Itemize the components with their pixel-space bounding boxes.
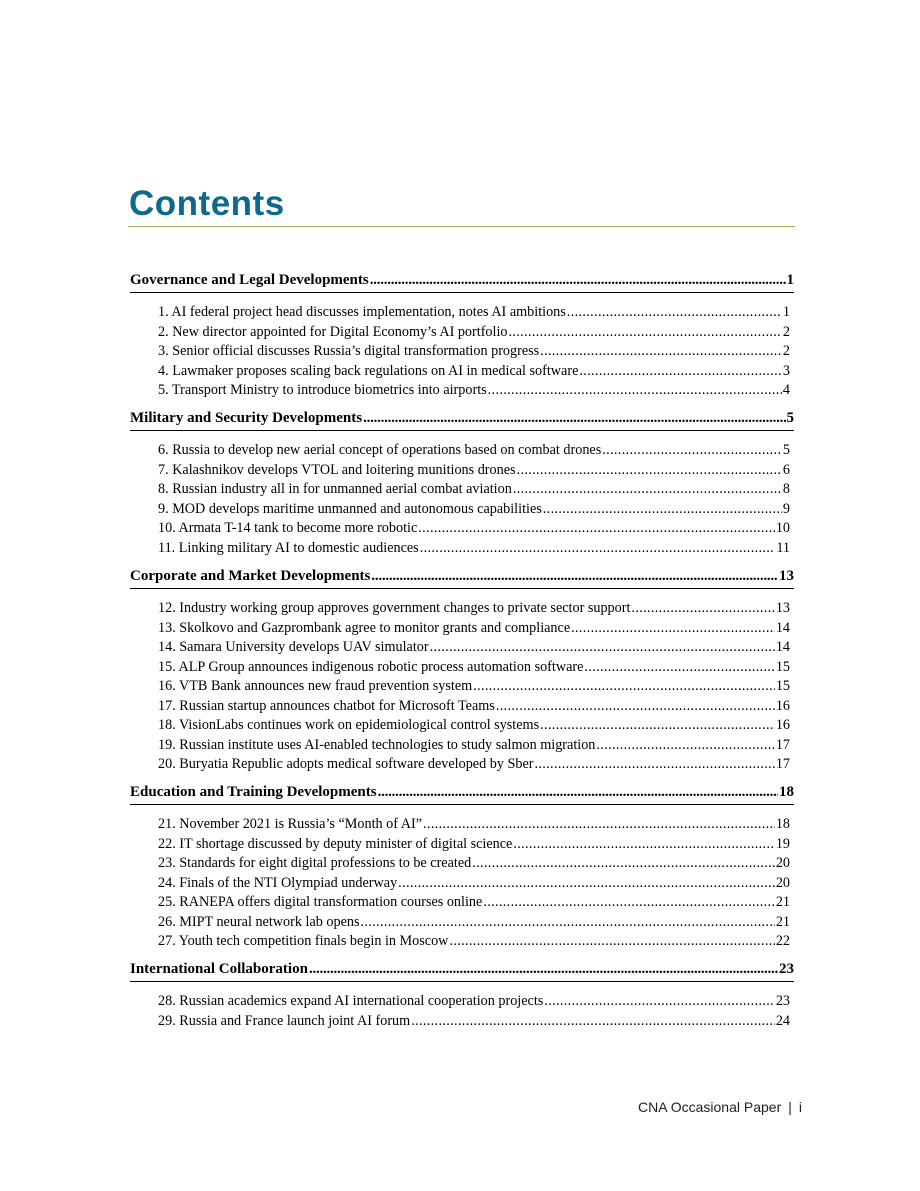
toc-item-page: 14 — [775, 619, 790, 636]
toc-leader-dots — [517, 462, 782, 479]
toc-item-entry[interactable] — [158, 501, 790, 518]
toc-item-title: 7. Kalashnikov develops VTOL and loitering munitions drones — [158, 461, 516, 478]
toc-leader-dots — [363, 410, 785, 427]
toc-leader-dots — [513, 836, 774, 853]
toc-item-page: 2 — [782, 323, 790, 340]
toc-item-title: 3. Senior official discusses Russia’s digital transformation progress — [158, 343, 540, 359]
toc-leader-dots — [309, 961, 778, 978]
toc-section-entry[interactable] — [130, 568, 794, 585]
section-divider — [130, 430, 794, 431]
title-divider — [128, 226, 795, 227]
section-divider — [130, 981, 794, 982]
toc-item-title: 18. VisionLabs continues work on epidemiological control systems — [158, 717, 540, 733]
toc-leader-dots — [411, 1013, 775, 1030]
toc-item-entry[interactable] — [158, 1013, 790, 1030]
section-divider — [130, 588, 794, 589]
toc-item-page: 21 — [775, 894, 790, 910]
toc-item-title: 1. AI federal project head discusses implementation, notes AI ambitions — [158, 304, 566, 320]
toc-item-title: 13. Skolkovo and Gazprombank agree to monitor grants and compliance — [158, 619, 571, 636]
toc-leader-dots — [534, 756, 774, 773]
toc-item-title: 9. MOD develops maritime unmanned and autonomous capabilities — [158, 500, 542, 517]
toc-leader-dots — [423, 816, 775, 833]
toc-leader-dots — [508, 324, 781, 341]
toc-item-title: 24. Finals of the NTI Olympiad underway — [158, 874, 398, 891]
toc-section-page: 1 — [786, 272, 794, 288]
toc-item-entry[interactable] — [158, 894, 790, 911]
toc-leader-dots — [418, 520, 775, 537]
toc-section-page: 18 — [779, 784, 794, 800]
toc-item-entry[interactable] — [158, 717, 790, 734]
toc-item-page: 6 — [782, 461, 790, 478]
toc-item-entry[interactable] — [158, 698, 790, 715]
toc-leader-dots — [544, 993, 775, 1010]
toc-item-entry[interactable] — [158, 659, 790, 676]
toc-item-entry[interactable] — [158, 933, 790, 950]
toc-item-title: 15. ALP Group announces indigenous robotic process automation software — [158, 658, 584, 675]
toc-leader-dots — [579, 363, 782, 380]
toc-item-page: 9 — [782, 500, 790, 517]
toc-item-title: 14. Samara University develops UAV simulator — [158, 639, 429, 655]
toc-item-entry[interactable] — [158, 462, 790, 479]
toc-section-page: 13 — [779, 568, 794, 584]
toc-item-page: 17 — [775, 756, 790, 772]
toc-leader-dots — [513, 481, 782, 498]
toc-item-page: 22 — [775, 933, 790, 949]
toc-item-title: 2. New director appointed for Digital Economy’s AI portfolio — [158, 323, 508, 340]
toc-item-entry[interactable] — [158, 343, 790, 360]
toc-item-page: 10 — [775, 520, 790, 536]
toc-section-entry[interactable] — [130, 961, 794, 978]
toc-item-entry[interactable] — [158, 304, 790, 321]
toc-leader-dots — [567, 304, 782, 321]
toc-leader-dots — [371, 568, 778, 585]
toc-item-entry[interactable] — [158, 382, 790, 399]
toc-section-title: Military and Security Developments — [130, 410, 363, 426]
toc-leader-dots — [370, 272, 786, 289]
toc-item-title: 22. IT shortage discussed by deputy minister of digital science — [158, 835, 513, 852]
toc-item-page: 13 — [775, 600, 790, 616]
toc-leader-dots — [360, 914, 774, 931]
toc-item-entry[interactable] — [158, 756, 790, 773]
toc-item-entry[interactable] — [158, 363, 790, 380]
toc-leader-dots — [543, 501, 782, 518]
toc-item-page: 5 — [782, 442, 790, 458]
toc-section-title: Corporate and Market Developments — [130, 568, 371, 584]
toc-section-page: 23 — [779, 961, 794, 977]
toc-item-title: 4. Lawmaker proposes scaling back regulations on AI in medical software — [158, 362, 579, 379]
toc-item-title: 28. Russian academics expand AI international cooperation projects — [158, 993, 544, 1009]
toc-item-entry[interactable] — [158, 816, 790, 833]
toc-item-page: 20 — [775, 855, 790, 871]
toc-section-entry[interactable] — [130, 410, 794, 427]
toc-item-page: 15 — [775, 678, 790, 694]
toc-item-entry[interactable] — [158, 481, 790, 498]
toc-leader-dots — [571, 620, 775, 637]
toc-item-entry[interactable] — [158, 520, 790, 537]
footer-separator: | — [788, 1099, 792, 1115]
toc-item-title: 8. Russian industry all in for unmanned aerial combat aviation — [158, 481, 512, 497]
toc-section-title: International Collaboration — [130, 961, 308, 977]
toc-item-page: 24 — [775, 1012, 790, 1029]
toc-item-page: 3 — [782, 362, 790, 379]
toc-item-entry[interactable] — [158, 836, 790, 853]
section-divider — [130, 804, 794, 805]
toc-leader-dots — [602, 442, 782, 459]
toc-item-page: 16 — [775, 697, 790, 714]
toc-item-entry[interactable] — [158, 600, 790, 617]
toc-item-entry[interactable] — [158, 540, 790, 557]
toc-item-page: 15 — [775, 658, 790, 675]
toc-item-entry[interactable] — [158, 737, 790, 754]
toc-item-entry[interactable] — [158, 855, 790, 872]
toc-item-title: 16. VTB Bank announces new fraud prevention system — [158, 678, 473, 694]
toc-item-entry[interactable] — [158, 678, 790, 695]
toc-leader-dots — [398, 875, 775, 892]
toc-leader-dots — [449, 933, 774, 950]
toc-section-entry[interactable] — [130, 272, 794, 289]
toc-item-title: 10. Armata T-14 tank to become more robotic — [158, 520, 418, 536]
toc-item-page: 20 — [775, 874, 790, 891]
footer-label: CNA Occasional Paper — [638, 1099, 782, 1115]
toc-item-title: 6. Russia to develop new aerial concept of operations based on combat drones — [158, 442, 602, 458]
toc-section-entry[interactable] — [130, 784, 794, 801]
toc-item-entry[interactable] — [158, 639, 790, 656]
toc-item-title: 21. November 2021 is Russia’s “Month of AI” — [158, 816, 423, 832]
toc-item-page: 23 — [775, 993, 790, 1009]
toc-item-entry[interactable] — [158, 620, 790, 637]
toc-section-title: Education and Training Developments — [130, 784, 377, 800]
toc-item-title: 25. RANEPA offers digital transformation courses online — [158, 894, 483, 910]
section-divider — [130, 292, 794, 293]
toc-item-entry[interactable] — [158, 324, 790, 341]
toc-item-title: 23. Standards for eight digital professions to be created — [158, 855, 472, 871]
toc-section-page: 5 — [786, 410, 794, 426]
toc-leader-dots — [472, 855, 775, 872]
toc-leader-dots — [631, 600, 774, 617]
toc-item-title: 19. Russian institute uses AI-enabled technologies to study salmon migration — [158, 736, 596, 753]
toc-item-page: 17 — [775, 736, 790, 753]
page-title: Contents — [129, 184, 285, 223]
toc-item-entry[interactable] — [158, 442, 790, 459]
toc-item-page: 19 — [775, 835, 790, 852]
toc-item-page: 8 — [782, 481, 790, 497]
toc-item-title: 20. Buryatia Republic adopts medical software developed by Sber — [158, 756, 534, 772]
toc-leader-dots — [496, 698, 775, 715]
toc-leader-dots — [430, 639, 775, 656]
toc-item-title: 12. Industry working group approves government changes to private sector support — [158, 600, 631, 616]
toc-item-title: 27. Youth tech competition finals begin in Moscow — [158, 933, 449, 949]
toc-leader-dots — [483, 894, 775, 911]
toc-item-entry[interactable] — [158, 914, 790, 931]
toc-leader-dots — [596, 737, 774, 754]
toc-leader-dots — [540, 717, 775, 734]
toc-leader-dots — [420, 540, 776, 557]
toc-item-page: 21 — [775, 913, 790, 930]
toc-leader-dots — [540, 343, 782, 360]
toc-item-page: 11 — [776, 539, 790, 556]
toc-leader-dots — [378, 784, 778, 801]
toc-item-entry[interactable] — [158, 993, 790, 1010]
toc-item-title: 5. Transport Ministry to introduce biometrics into airports — [158, 382, 487, 398]
page-footer — [638, 1099, 802, 1115]
toc-item-page: 2 — [782, 343, 790, 359]
toc-item-entry[interactable] — [158, 875, 790, 892]
toc-section-title: Governance and Legal Developments — [130, 272, 369, 288]
toc-leader-dots — [473, 678, 775, 695]
toc-item-title: 29. Russia and France launch joint AI forum — [158, 1012, 411, 1029]
toc-item-page: 4 — [782, 382, 790, 398]
toc-item-page: 16 — [775, 717, 790, 733]
toc-item-title: 11. Linking military AI to domestic audiences — [158, 539, 419, 556]
toc-leader-dots — [488, 382, 782, 399]
toc-item-title: 17. Russian startup announces chatbot for Microsoft Teams — [158, 697, 495, 714]
toc-item-page: 14 — [775, 639, 790, 655]
toc-leader-dots — [584, 659, 774, 676]
toc-item-title: 26. MIPT neural network lab opens — [158, 913, 360, 930]
toc-item-page: 18 — [775, 816, 790, 832]
footer-page-number: i — [798, 1099, 802, 1115]
toc-item-page: 1 — [782, 304, 790, 320]
